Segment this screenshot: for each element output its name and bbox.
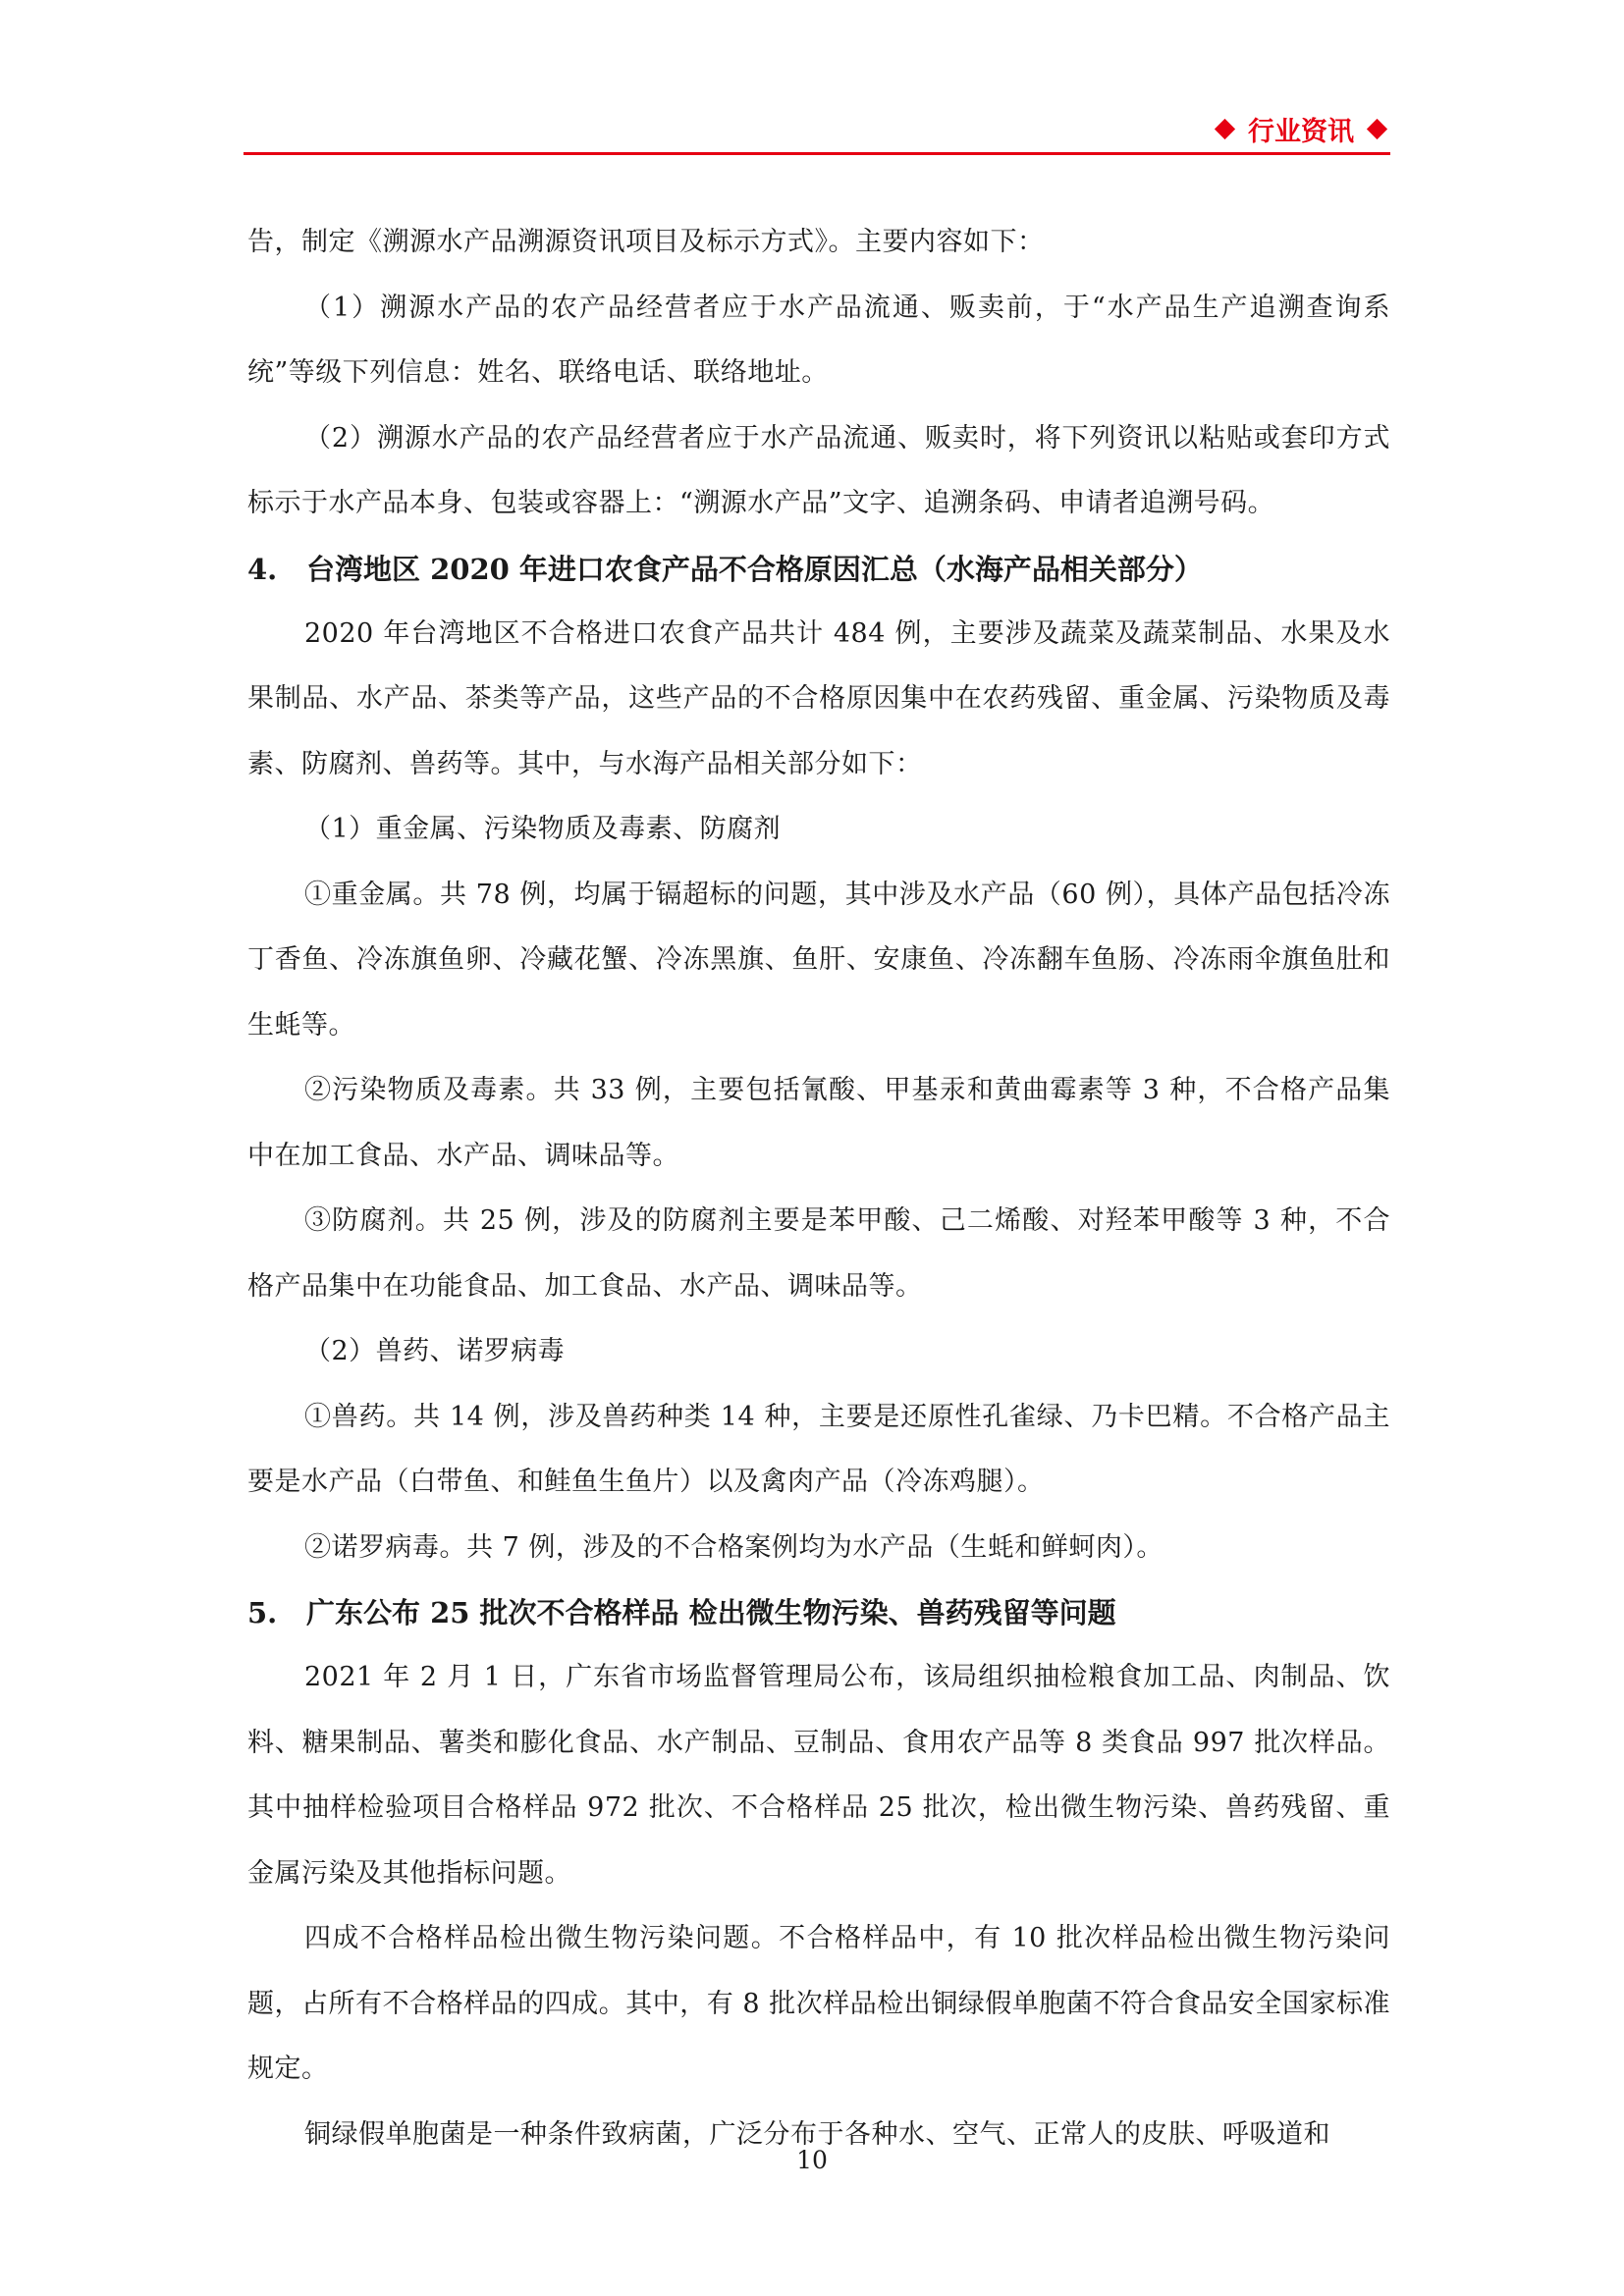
body-paragraph: ①重金属。共 78 例，均属于镉超标的问题，其中涉及水产品（60 例），具体产品包括冷冻丁香鱼、冷冻旗鱼卵、冷藏花蟹、冷冻黑旗、鱼肝、安康鱼、冷冻翻车鱼肠、冷冻雨伞旗鱼肚和生蚝等。 [247,879,1390,1041]
section-label [1212,110,1390,148]
document-body [247,210,1390,2167]
body-paragraph: ②诺罗病毒。共 7 例，涉及的不合格案例均为水产品（生蚝和鲜蚵肉）。 [304,1531,1164,1563]
body-paragraph: （1）重金属、污染物质及毒素、防腐剂 [304,814,782,844]
body-paragraph: ②污染物质及毒素。共 33 例，主要包括氰酸、甲基汞和黄曲霉素等 3 种，不合格产品集中在加工食品、水产品、调味品等。 [247,1075,1390,1171]
body-paragraph: 四成不合格样品检出微生物污染问题。不合格样品中，有 10 批次样品检出微生物污染问题，占所有不合格样品的四成。其中，有 8 批次样品检出铜绿假单胞菌不符合食品安全国家标准规定。 [247,1923,1390,2084]
body-paragraph: 2020 年台湾地区不合格进口农食产品共计 484 例，主要涉及蔬菜及蔬菜制品、水果及水果制品、水产品、茶类等产品，这些产品的不合格原因集中在农药残留、重金属、污染物质及毒素、防腐剂、兽药等。其中，与水海产品相关部分如下： [247,617,1390,779]
diamond-bullet-icon [1215,119,1235,139]
header-divider [244,152,1390,155]
section-heading-text: 台湾地区 2020 年进口农食产品不合格原因汇总（水海产品相关部分） [306,552,1203,586]
diamond-bullet-icon [1367,119,1387,139]
section-heading-text: 广东公布 25 批次不合格样品 检出微生物污染、兽药残留等问题 [306,1596,1116,1629]
body-paragraph: 铜绿假单胞菌是一种条件致病菌，广泛分布于各种水、空气、正常人的皮肤、呼吸道和 [304,2118,1330,2150]
body-paragraph: 2021 年 2 月 1 日，广东省市场监督管理局公布，该局组织抽检粮食加工品、肉制品、饮料、糖果制品、薯类和膨化食品、水产制品、豆制品、食用农产品等 8 类食品 997 批次样品。其中抽样检验项目合格样品 972 批次、不合格样品 25 批次，检出微生物污染、兽药残留、重金属污染及其他指标问题。 [247,1662,1390,1889]
body-paragraph: 告，制定《溯源水产品溯源资讯项目及标示方式》。主要内容如下： [247,227,1045,257]
section-label-text: 行业资讯 [1248,117,1354,147]
section-heading [247,537,1390,602]
body-paragraph: （2）兽药、诺罗病毒 [304,1336,566,1366]
body-paragraph: （2）溯源水产品的农产品经营者应于水产品流通、贩卖时，将下列资讯以粘贴或套印方式标示于水产品本身、包装或容器上：“溯源水产品”文字、追溯条码、申请者追溯号码。 [247,422,1390,518]
body-paragraph: ③防腐剂。共 25 例，涉及的防腐剂主要是苯甲酸、己二烯酸、对羟苯甲酸等 3 种，不合格产品集中在功能食品、加工食品、水产品、调味品等。 [247,1205,1390,1302]
section-heading-number: 4. [247,552,278,586]
section-heading [247,1580,1390,1645]
page-number: 10 [796,2146,828,2174]
body-paragraph: （1）溯源水产品的农产品经营者应于水产品流通、贩卖前，于“水产品生产追溯查询系统”等级下列信息：姓名、联络电话、联络地址。 [247,292,1390,388]
body-paragraph: ①兽药。共 14 例，涉及兽药种类 14 种，主要是还原性孔雀绿、乃卡巴精。不合格产品主要是水产品（白带鱼、和鲑鱼生鱼片）以及禽肉产品（冷冻鸡腿）。 [247,1401,1390,1497]
section-heading-number: 5. [247,1596,278,1629]
page-header [244,110,1390,157]
